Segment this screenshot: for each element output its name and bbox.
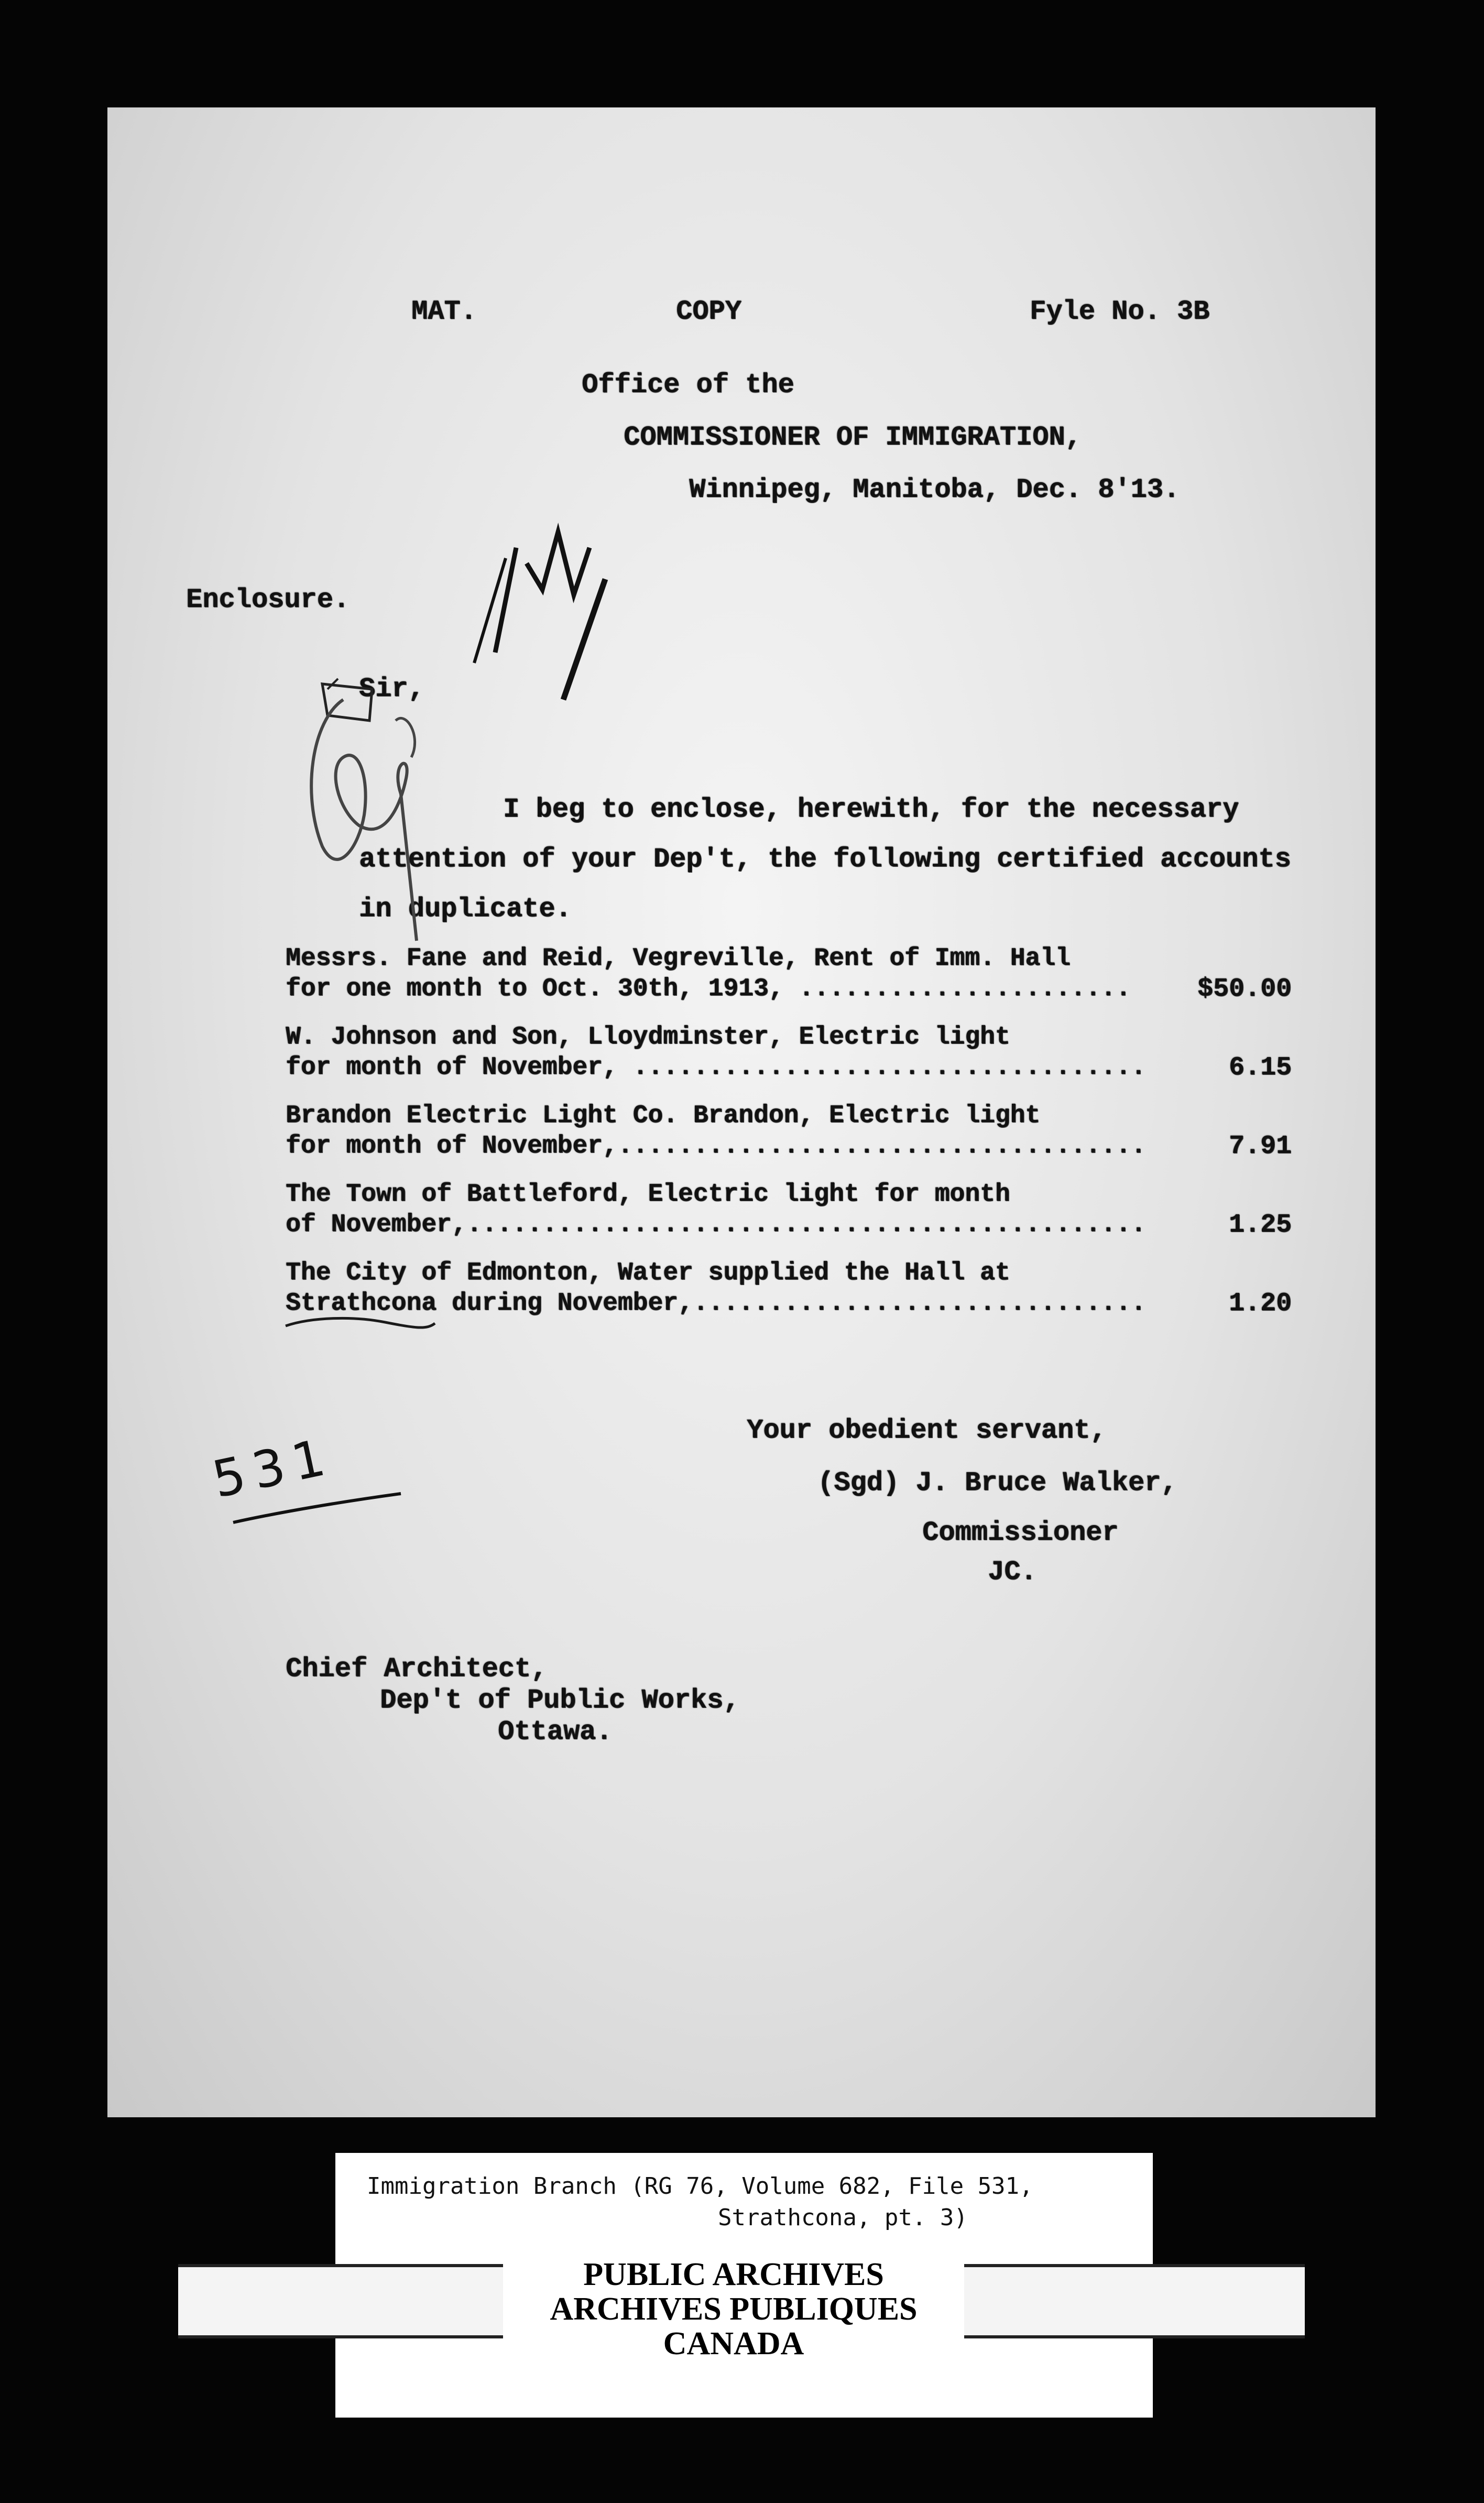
closing-line-1: Your obedient servant, [747,1415,1107,1446]
closing-line-3: Commissioner [922,1517,1119,1548]
body-line-2: attention of your Dep't, the following certified accounts [359,844,1291,875]
account-line-2: Strathcona during November,.............................. [286,1289,1146,1318]
closing-line-4: JC. [988,1557,1037,1587]
closing-line-2: (Sgd) J. Bruce Walker, [817,1467,1177,1498]
account-entry [286,1101,1292,1161]
account-amount: $50.00 [1197,974,1292,1004]
office-line-2: COMMISSIONER OF IMMIGRATION, [624,422,1082,453]
account-entry [286,1258,1292,1319]
account-line-2: for one month to Oct. 30th, 1913, ...................... [286,975,1131,1003]
header-file-number: Fyle No. 3B [1030,296,1210,327]
account-line-1: The Town of Battleford, Electric light for month [286,1180,1010,1209]
account-line-1: Brandon Electric Light Co. Brandon, Electric light [286,1102,1041,1130]
account-line-1: Messrs. Fane and Reid, Vegreville, Rent of Imm. Hall [286,944,1071,973]
account-line-2: of November,............................................. [286,1211,1146,1239]
account-line-1: W. Johnson and Son, Lloydminster, Electric light [286,1023,1010,1051]
stamp-line-3: CANADA [663,2326,804,2361]
account-amount: 6.15 [1228,1053,1292,1083]
account-entry [286,1179,1292,1240]
handwritten-signature [280,689,490,962]
account-entry [286,1022,1292,1083]
stamp-line-2: ARCHIVES PUBLIQUES [550,2291,918,2327]
handwritten-file-number: 531 [207,1427,339,1509]
account-amount: 1.25 [1228,1210,1292,1240]
document-page [107,107,1376,2117]
office-line-3: Winnipeg, Manitoba, Dec. 8'13. [689,474,1180,505]
header-copy: COPY [676,296,741,327]
addressee-line-2: Dep't of Public Works, [380,1685,740,1716]
office-line-1: Office of the [582,369,794,400]
archive-reference-line-2: Strathcona, pt. 3) [718,2204,968,2231]
salutation: Sir, [359,673,424,704]
archive-stamp [503,2254,964,2379]
addressee-line-1: Chief Architect, [286,1653,548,1684]
account-amount: 7.91 [1228,1131,1292,1161]
handwritten-underline [280,1313,438,1334]
account-line-2: for month of November,................................... [286,1132,1146,1160]
body-line-3: in duplicate. [359,894,572,924]
enclosure-label: Enclosure. [186,584,350,615]
account-line-2: for month of November, .................................. [286,1053,1146,1082]
stamp-line-1: PUBLIC ARCHIVES [583,2257,884,2292]
addressee-line-3: Ottawa. [498,1716,613,1747]
account-amount: 1.20 [1228,1289,1292,1319]
header-mat: MAT. [411,296,477,327]
handwritten-number-underline [228,1491,406,1533]
account-line-1: The City of Edmonton, Water supplied the Hall at [286,1259,1010,1287]
body-line-1: I beg to enclose, herewith, for the necessary [503,794,1239,825]
archive-reference-line-1: Immigration Branch (RG 76, Volume 682, File 531, [367,2173,1033,2200]
